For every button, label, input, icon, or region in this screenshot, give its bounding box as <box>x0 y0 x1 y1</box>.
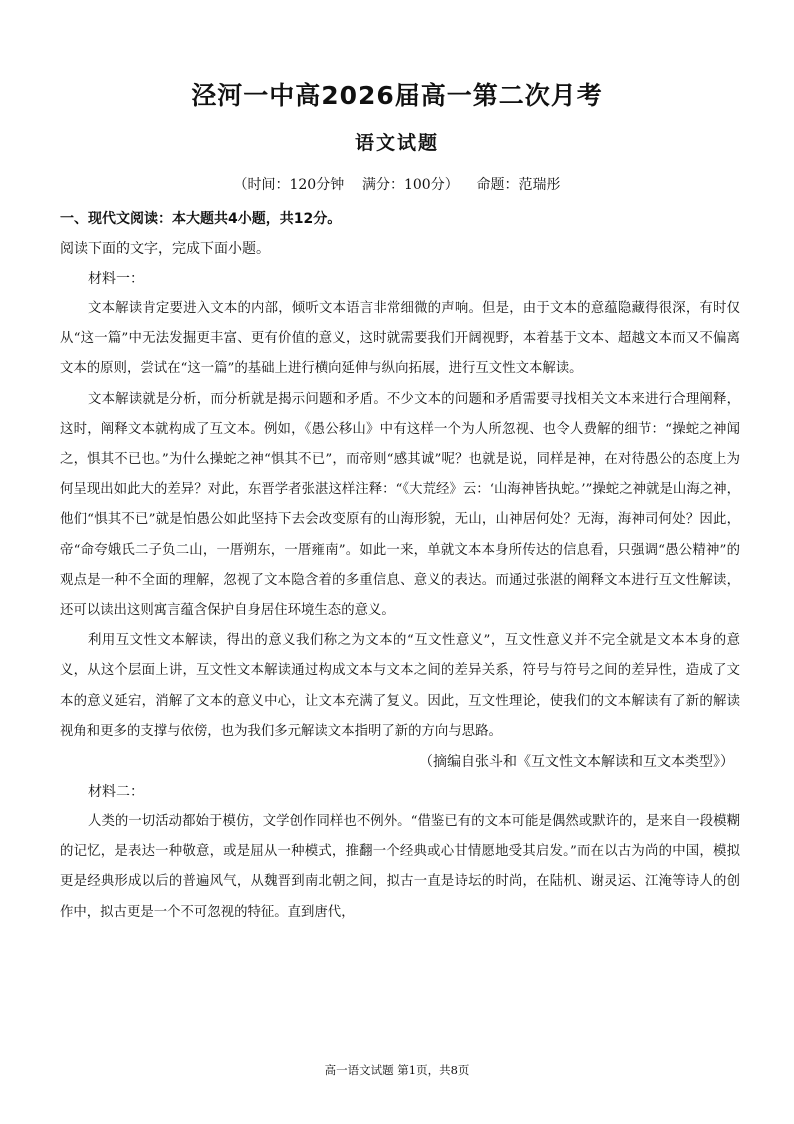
material-one-label: 材料一： <box>88 271 144 287</box>
material-one-paragraph-3: 利用互文性文本解读，得出的意义我们称之为文本的“互文性意义”，互文性意义并不完全就是文本本身的意义，从这个层面上讲，互文性文本解读通过构成文本与文本之间的差异关系，符号与符号之间的差异性，造成了文本的意义延宕，消解了文本的意义中心，让文本充满了复义。因此，互文性理论，使我们的文本解读有了新的解读视角和更多的支撑与依傍，也为我们多元解读文本指明了新的方向与思路。 <box>60 633 740 739</box>
section-heading: 一、现代文阅读：本大题共4小题，共12分。 <box>60 211 342 227</box>
exam-subtitle: 语文试题 <box>354 132 439 154</box>
section-instruction: 阅读下面的文字，完成下面小题。 <box>60 241 270 257</box>
material-two-label: 材料二： <box>88 784 144 801</box>
reading-section <box>60 204 740 928</box>
material-one-paragraph-2: 文本解读就是分析，而分析就是揭示问题和矛盾。不少文本的问题和矛盾需要寻找相关文本来进行合理阐释，这时，阐释文本就构成了互文本。例如，《愚公移山》中有这样一个为人所忽视、也令人费解的细节：“操蛇之神闻之，惧其不已也。”为什么操蛇之神“惧其不已”，而帝则“感其诚”呢？也就是说，同样是神，在对待愚公的态度上为何呈现出如此大的差异？对此，东晋学者张湛这样注释：“《大荒经》云：‘山海神皆执蛇。’”操蛇之神就是山海之神，他们“惧其不已”就是怕愚公如此坚持下去会改变原有的山海形貌，无山，山神居何处？无海，海神司何处？因此，帝“命夸娥氏二子负二山，一厝朔东，一厝雍南”。如此一来，单就文本本身所传达的信息看，只强调“愚公精神”的观点是一种不全面的理解，忽视了文本隐含着的多重信息、意义的表达。而通过张湛的阐释文本进行互文性解读，还可以读出这则寓言蕴含保护自身居住环境生态的意义。 <box>60 391 740 619</box>
material-two-paragraph-1: 人类的一切活动都始于模仿，文学创作同样也不例外。“借鉴已有的文本可能是偶然或默许的，是来自一段模糊的记忆，是表达一种敬意，或是屈从一种模式，推翻一个经典或心甘情愿地受其启发。”而在以古为尚的中国，模拟更是经典形成以后的普遍风气，从魏晋到南北朝之间，拟古一直是诗坛的时尚，在陆机、谢灵运、江淹等诗人的创作中，拟古更是一个不可忽视的特征。直到唐代， <box>60 814 740 920</box>
page-footer: 高一语文试题 第1页，共8页 <box>324 1063 470 1077</box>
material-one-source: （摘编自张斗和《互文性文本解读和互文本类型》） <box>419 754 734 771</box>
exam-meta: （时间：120分钟 满分：100分） 命题：范瑞彤 <box>233 177 561 193</box>
material-one-paragraph-1: 文本解读肯定要进入文本的内部，倾听文本语言非常细微的声响。但是，由于文本的意蕴隐藏得很深，有时仅从“这一篇”中无法发掘更丰富、更有价值的意义，这时就需要我们开阔视野，本着基于文本、超越文本而又不偏离文本的原则，尝试在“这一篇”的基础上进行横向延伸与纵向拓展，进行互文性文本解读。 <box>60 301 740 377</box>
exam-title: 泾河一中高2026届高一第二次月考 <box>191 81 603 110</box>
